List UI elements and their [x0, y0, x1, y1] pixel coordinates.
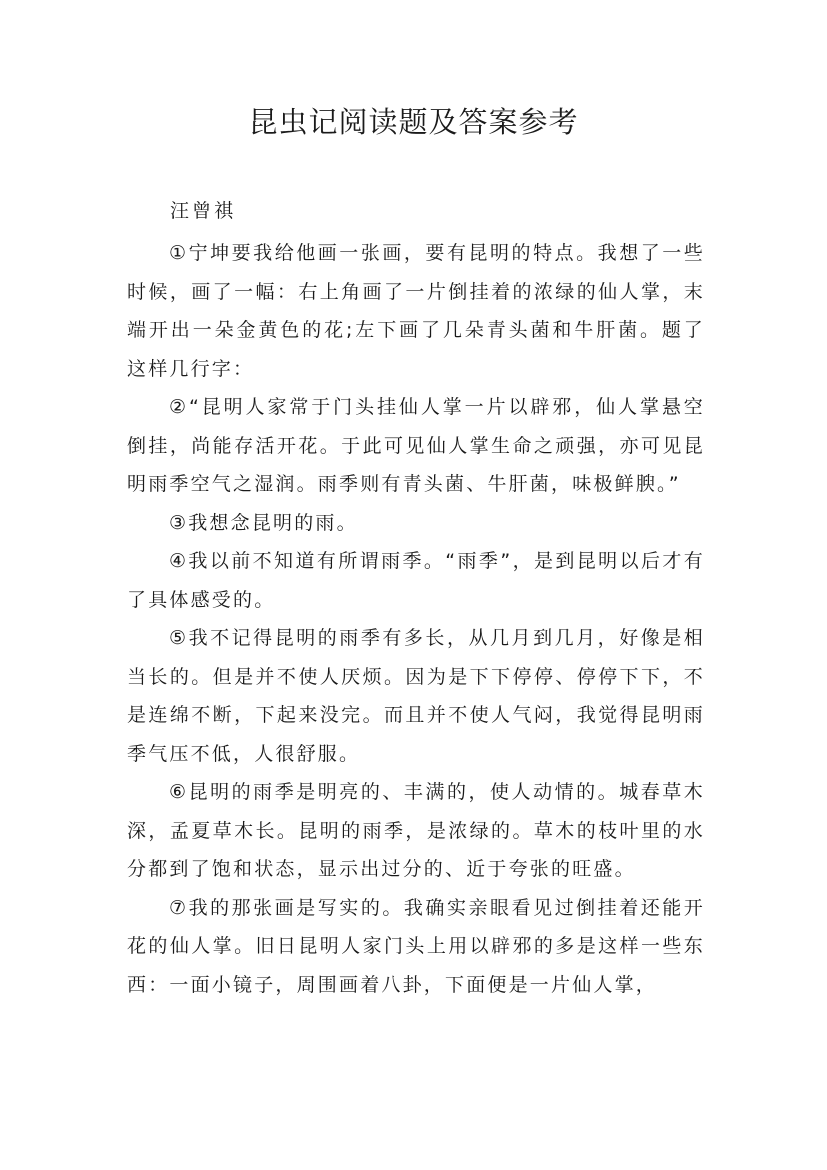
- document-body: [127, 234, 705, 1004]
- document-title: 昆虫记阅读题及答案参考: [248, 105, 579, 139]
- paragraph-5: ⑤我不记得昆明的雨季有多长，从几月到几月，好像是相当长的。但是并不使人厌烦。因为是下下停停、停停下下，不是连绵不断，下起来没完。而且并不使人气闷，我觉得昆明雨季气压不低，人很舒服。: [127, 627, 705, 765]
- paragraph-7: ⑦我的那张画是写实的。我确实亲眼看见过倒挂着还能开花的仙人掌。旧日昆明人家门头上用以辟邪的多是这样一些东西：一面小镜子，周围画着八卦，下面便是一片仙人掌，: [127, 896, 705, 996]
- paragraph-2: ②“昆明人家常于门头挂仙人掌一片以辟邪，仙人掌悬空倒挂，尚能存活开花。于此可见仙人掌生命之顽强，亦可见昆明雨季空气之湿润。雨季则有青头菌、牛肝菌，味极鲜腴。”: [127, 396, 705, 495]
- paragraph-6: ⑥昆明的雨季是明亮的、丰满的，使人动情的。城春草木深，孟夏草木长。昆明的雨季，是浓绿的。草木的枝叶里的水分都到了饱和状态，显示出过分的、近于夸张的旺盛。: [127, 781, 705, 880]
- paragraph-4: ④我以前不知道有所谓雨季。“雨季”，是到昆明以后才有了具体感受的。: [127, 550, 705, 611]
- paragraph-3: ③我想念昆明的雨。: [169, 511, 358, 534]
- paragraph-1: ①宁坤要我给他画一张画，要有昆明的特点。我想了一些时候，画了一幅：右上角画了一片倒挂着的浓绿的仙人掌，末端开出一朵金黄色的花;左下画了几朵青头菌和牛肝菌。题了这样几行字：: [127, 242, 705, 380]
- author-name: 汪曾祺: [170, 200, 237, 222]
